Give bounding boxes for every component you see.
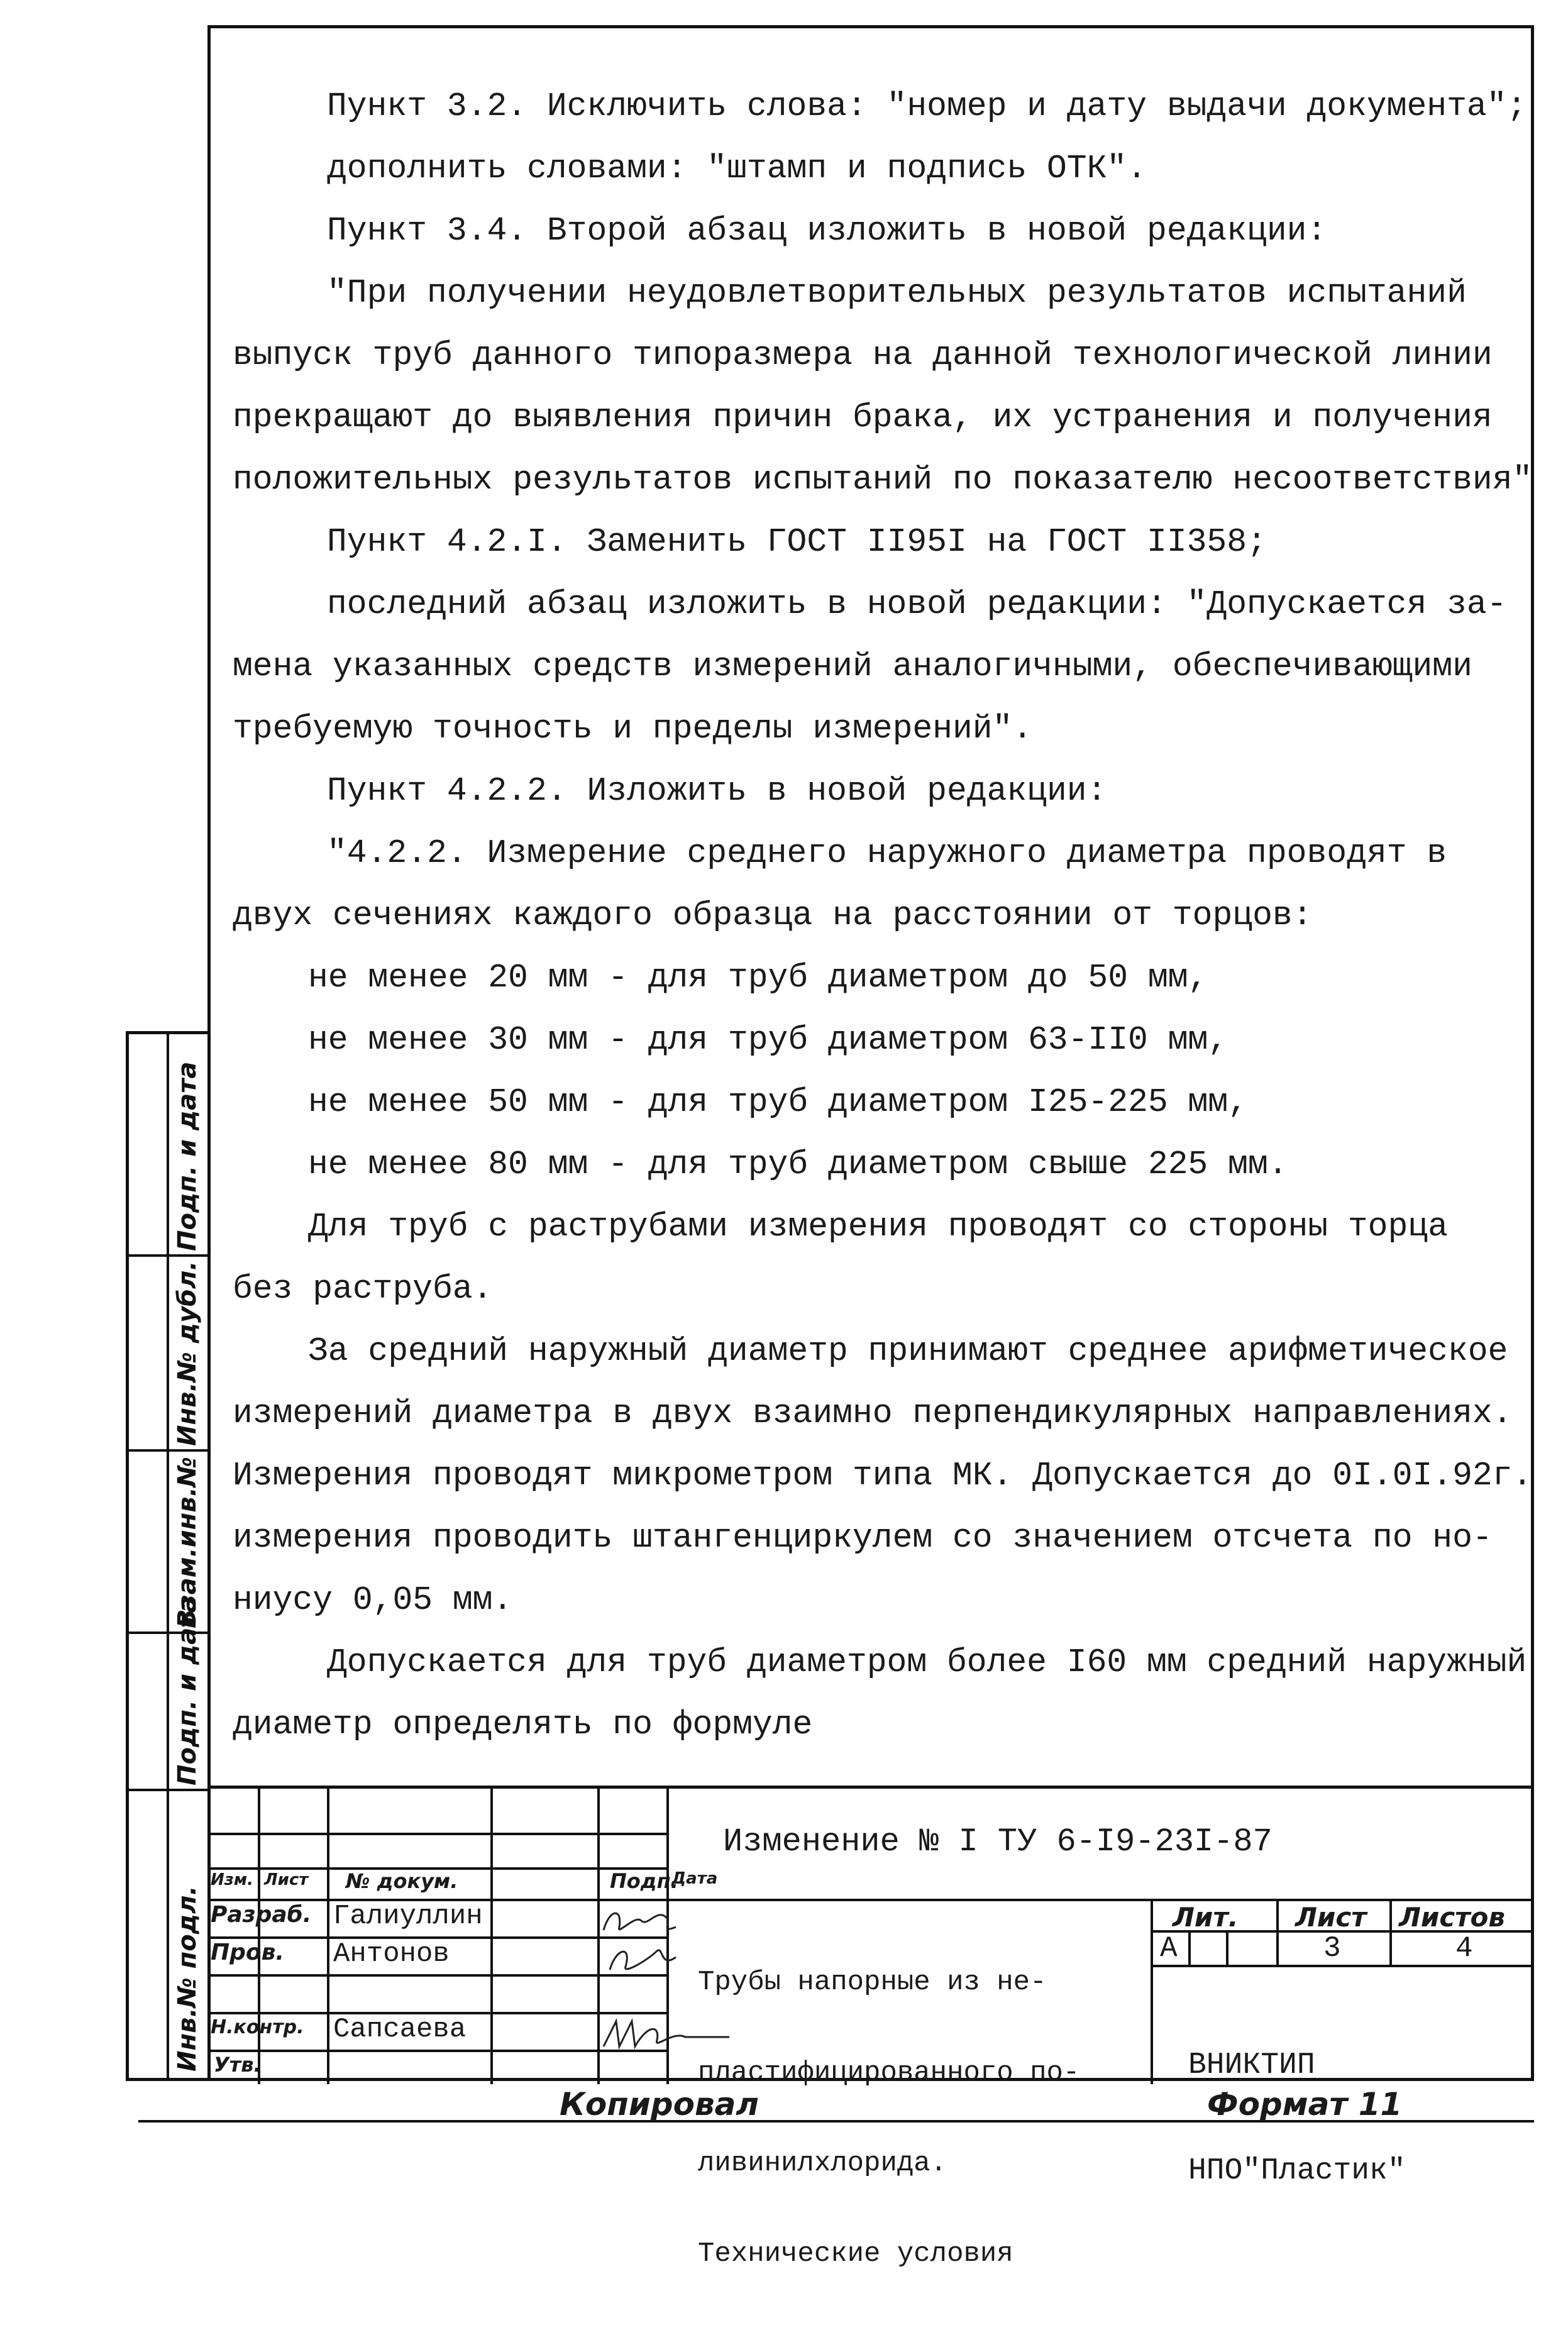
header-podp: Подп. <box>610 1869 678 1893</box>
doc-name-line-3: ливинилхлорида. <box>698 2148 947 2179</box>
text-line: мена указанных средств измерений аналогичными, обеспечивающими <box>233 648 1472 685</box>
text-line: не менее 50 мм - для труб диаметром I25-225 мм, <box>308 1083 1248 1121</box>
role-prov: Пров. <box>211 1940 285 1965</box>
text-line: Допускается для труб диаметром более I60 мм средний наружный <box>327 1643 1527 1681</box>
doc-name-line-4: Технические условия <box>698 2238 1013 2270</box>
text-line: измерений диаметра в двух взаимно перпендикулярных направлениях. <box>233 1394 1513 1432</box>
label-lit: Лит. <box>1173 1902 1239 1933</box>
role-utv: Утв. <box>214 2053 262 2077</box>
change-title: Изменение № I ТУ 6-I9-23I-87 <box>723 1823 1273 1860</box>
text-line: выпуск труб данного типоразмера на данной технологической линии <box>233 336 1493 374</box>
role-n-kontr: Н.контр. <box>211 2016 304 2038</box>
text-line: дополнить словами: "штамп и подпись ОТК". <box>327 150 1147 187</box>
value-sheet: 3 <box>1323 1932 1341 1965</box>
text-line: Пункт 4.2.2. Изложить в новой редакции: <box>327 772 1107 810</box>
header-list: Лист <box>264 1870 309 1889</box>
text-line: без раструба. <box>233 1270 493 1308</box>
text-line: измерения проводить штангенциркулем со значением отсчета по но- <box>233 1519 1493 1557</box>
name-n-kontr: Сапсаева <box>333 2014 467 2045</box>
document-body <box>233 75 1533 1756</box>
side-label-vzam-inv: Взам.инв.№ <box>173 1457 202 1628</box>
doc-name-line-2: пластифицированного по- <box>698 2057 1080 2089</box>
text-line: Пункт 3.2. Исключить слова: "номер и дату выдачи документа"; <box>327 87 1527 125</box>
text-line: требуемую точность и пределы измерений". <box>233 710 1033 748</box>
doc-name-line-1: Трубы напорные из не- <box>698 1967 1047 1998</box>
footer-copied: Копировал <box>560 2086 759 2123</box>
text-line: последний абзац изложить в новой редакции: "Допускается за- <box>327 585 1507 623</box>
value-sheets: 4 <box>1455 1932 1473 1965</box>
text-line: "При получении неудовлетворительных результатов испытаний <box>327 274 1467 312</box>
header-data: Дата <box>671 1869 718 1888</box>
side-stamp <box>126 1031 207 2081</box>
text-line: Пункт 3.4. Второй абзац изложить в новой редакции: <box>327 212 1327 250</box>
signature-razrab <box>597 1902 679 1940</box>
text-line: Пункт 4.2.I. Заменить ГОСТ II95I на ГОСТ II358; <box>327 523 1267 561</box>
side-label-podp-data-2: Подп. и дата <box>173 1061 202 1251</box>
footer-format: Формат 11 <box>1207 2086 1403 2123</box>
side-label-podp-data-1: Подп. и дата <box>173 1596 202 1786</box>
text-line: диаметр определять по формуле <box>233 1706 813 1743</box>
text-line: За средний наружный диаметр принимают среднее арифметическое <box>308 1332 1508 1370</box>
name-razrab: Галиуллин <box>333 1901 483 1932</box>
text-line: положительных результатов испытаний по показателю несоответствия" <box>233 461 1533 499</box>
role-razrab: Разраб. <box>211 1902 312 1928</box>
text-line: "4.2.2. Измерение среднего наружного диаметра проводят в <box>327 834 1447 872</box>
value-lit: А <box>1160 1932 1178 1965</box>
text-line: Для труб с раструбами измерения проводят со стороны торца <box>308 1208 1448 1245</box>
org-line-2: НПО"Пластик" <box>1188 2154 1406 2188</box>
side-label-inv-dubl: Инв.№ дубл. <box>173 1261 202 1446</box>
name-prov: Антонов <box>333 1938 450 1970</box>
text-line: прекращают до выявления причин брака, их устранения и получения <box>233 399 1493 436</box>
text-line: не менее 80 мм - для труб диаметром свыше 225 мм. <box>308 1146 1288 1183</box>
org-line-1: ВНИКТИП <box>1188 2048 1315 2082</box>
text-line: двух сечениях каждого образца на расстоянии от торцов: <box>233 897 1313 934</box>
side-label-inv-podl: Инв.№ подл. <box>173 1886 202 2072</box>
label-sheets: Листов <box>1399 1902 1505 1933</box>
text-line: не менее 20 мм - для труб диаметром до 50 мм, <box>308 959 1208 997</box>
label-sheet: Лист <box>1295 1902 1367 1933</box>
header-n-dokum: № докум. <box>346 1869 458 1893</box>
header-izm: Изм. <box>211 1870 253 1889</box>
text-line: Измерения проводят микрометром типа МК. Допускается до 0I.0I.92г. <box>233 1457 1533 1494</box>
text-line: не менее 30 мм - для труб диаметром 63-II0 мм, <box>308 1021 1228 1059</box>
text-line: ниусу 0,05 мм. <box>233 1581 513 1619</box>
signature-prov <box>600 1938 682 1976</box>
